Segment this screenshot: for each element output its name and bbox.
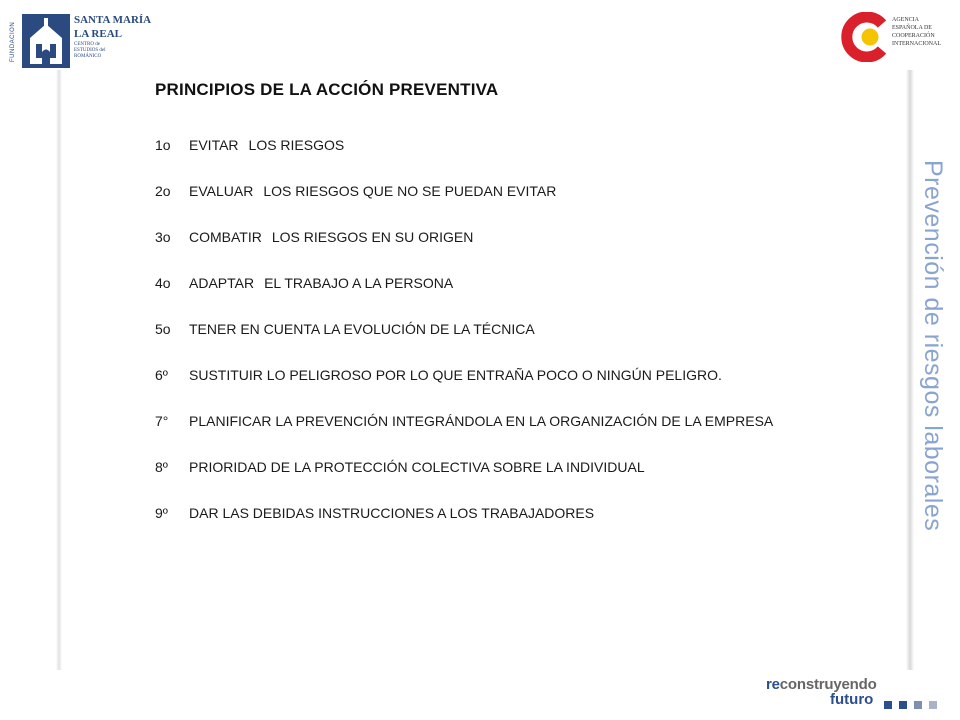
principle-number: 3o (155, 229, 171, 245)
principle-number: 6º (155, 367, 168, 383)
tagline-line2: futuro (830, 691, 874, 708)
list-item (155, 183, 895, 229)
tagline-prefix: re (766, 676, 780, 693)
building-logo-icon (22, 14, 70, 68)
aeci-logo (840, 12, 950, 68)
square-icon (929, 701, 937, 709)
principle-number: 7° (155, 413, 169, 429)
list-item (155, 505, 895, 551)
logo-sub-line: CENTRO de (74, 42, 100, 47)
principle-text: LOS RIESGOS QUE NO SE PUEDAN EVITAR (263, 183, 557, 199)
logo-subtitle (74, 42, 128, 60)
principle-keyword: EVITAR (189, 137, 239, 153)
santa-maria-la-real-logo (10, 12, 152, 68)
list-item (155, 367, 895, 413)
principle-keyword: SUSTITUIR LO PELIGROSO POR LO QUE ENTRAÑA POCO O NINGÚN PELIGRO. (189, 367, 722, 383)
list-item (155, 413, 895, 459)
principle-keyword: DAR LAS DEBIDAS INSTRUCCIONES A LOS TRABAJADORES (189, 505, 595, 521)
principle-number: 4o (155, 275, 171, 291)
logo-sub-line: ROMÁNICO (74, 54, 102, 59)
principle-number: 5o (155, 321, 171, 337)
square-icon (884, 701, 892, 709)
aeci-logo-text (892, 16, 952, 48)
page-title: PRINCIPIOS DE LA ACCIÓN PREVENTIVA (155, 80, 499, 99)
aeci-logo-line: ESPAÑOLA DE (892, 25, 932, 31)
principle-keyword: EVALUAR (189, 183, 254, 199)
principle-number: 2o (155, 183, 171, 199)
list-item (155, 137, 895, 183)
side-title (918, 160, 948, 540)
principle-keyword: TENER EN CUENTA LA EVOLUCIÓN DE LA TÉCNICA (189, 321, 535, 337)
logo-sub-line: ESTUDIOS del (74, 48, 106, 53)
list-item (155, 275, 895, 321)
principles-list (155, 137, 895, 551)
right-decorative-bar (906, 70, 914, 670)
list-item (155, 459, 895, 505)
reconstruyendo-futuro-tagline (766, 676, 946, 712)
principle-text: LOS RIESGOS (248, 137, 345, 153)
principle-text: EL TRABAJO A LA PERSONA (264, 275, 454, 291)
list-item (155, 229, 895, 275)
tagline-squares (884, 696, 944, 714)
side-title-text: Prevención de riesgos laborales (919, 160, 947, 532)
principle-keyword: PLANIFICAR LA PREVENCIÓN INTEGRÁNDOLA EN LA ORGANIZACIÓN DE LA EMPRESA (189, 413, 774, 429)
left-decorative-bar (56, 70, 62, 670)
principle-number: 1o (155, 137, 171, 153)
principle-keyword: ADAPTAR (189, 275, 255, 291)
principle-number: 8º (155, 459, 168, 475)
logo-name-line1: SANTA MARÍA (74, 14, 152, 26)
principle-text: LOS RIESGOS EN SU ORIGEN (271, 229, 474, 245)
aeci-c-logo-icon (840, 12, 890, 62)
logo-vertical-text: FUNDACIÓN (10, 21, 16, 63)
list-item (155, 321, 895, 367)
aeci-logo-line: AGENCIA (892, 17, 919, 23)
square-icon (899, 701, 907, 709)
tagline-line1-rest: construyendo (779, 676, 877, 693)
principle-keyword: PRIORIDAD DE LA PROTECCIÓN COLECTIVA SOBRE LA INDIVIDUAL (189, 459, 645, 475)
aeci-logo-line: COOPERACIÓN (892, 33, 935, 39)
principle-keyword: COMBATIR (189, 229, 262, 245)
aeci-logo-line: INTERNACIONAL (892, 41, 941, 47)
logo-name-line2: LA REAL (74, 28, 122, 40)
square-icon (914, 701, 922, 709)
principle-number: 9º (155, 505, 168, 521)
